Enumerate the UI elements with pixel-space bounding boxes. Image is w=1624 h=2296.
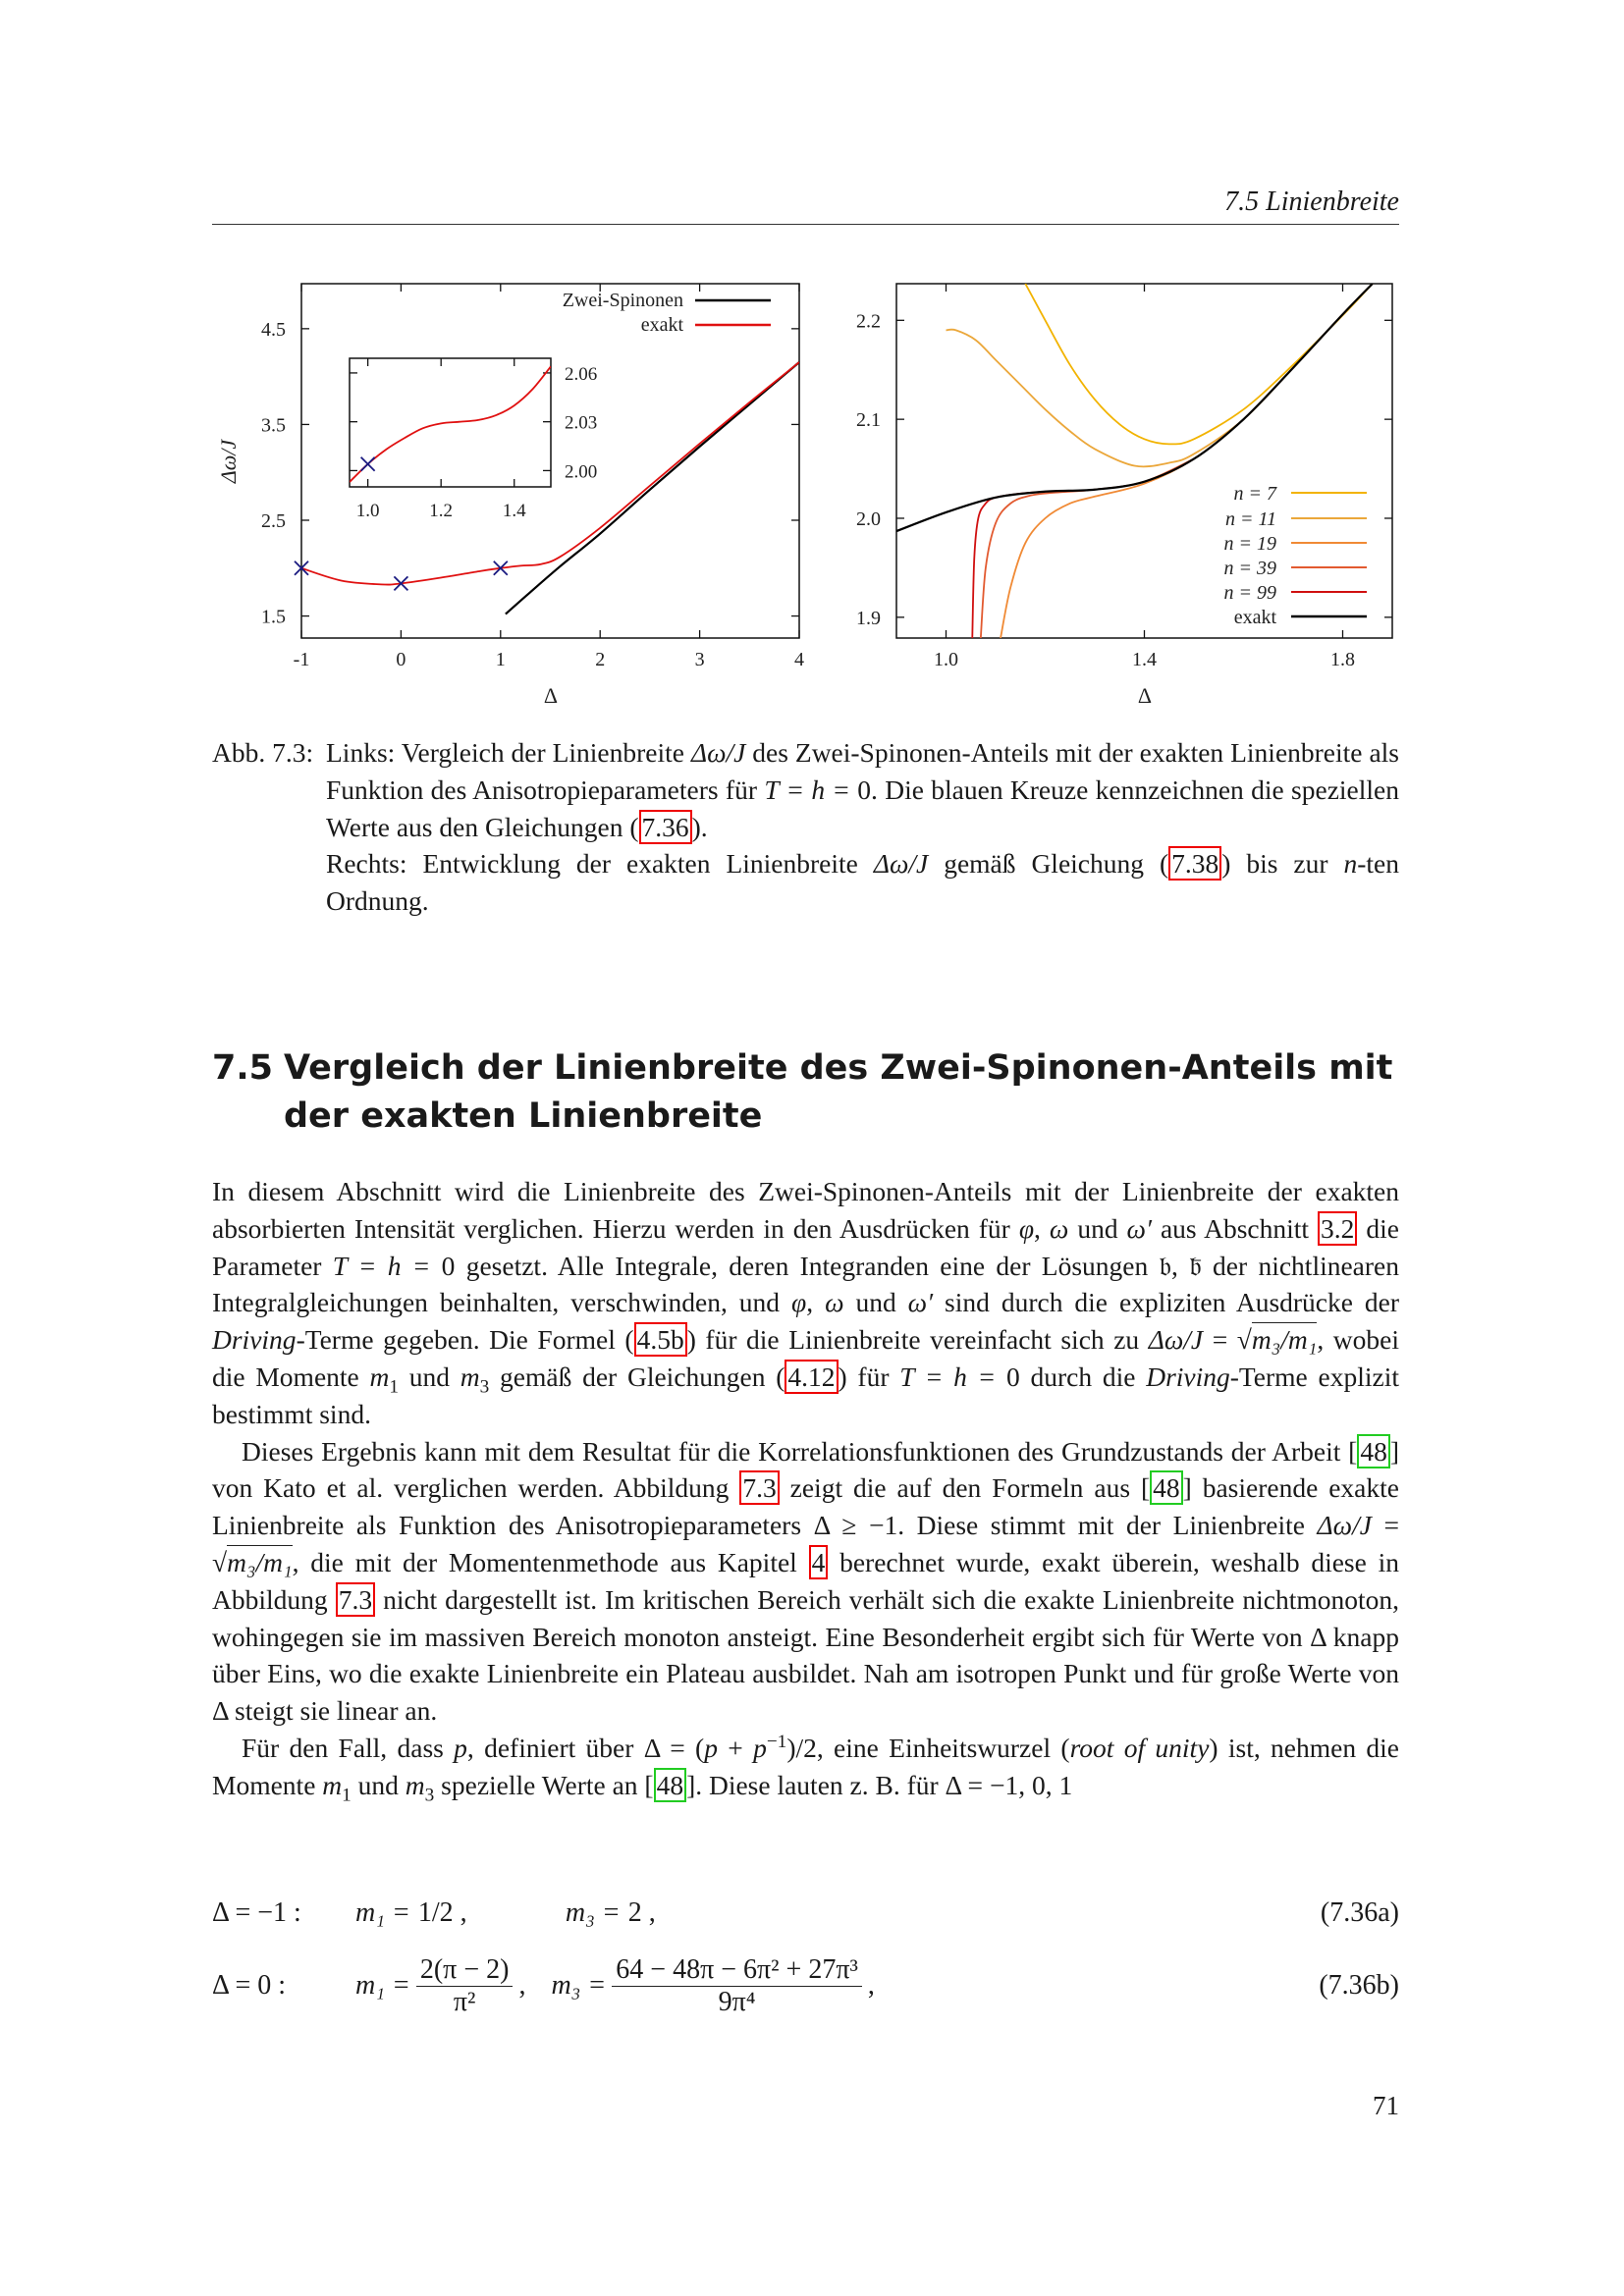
eq-m3-label: m₃ =: [551, 1970, 607, 2001]
text-run: [352, 1770, 406, 1800]
equation-number: (7.36b): [1319, 1970, 1399, 2001]
text-run: [434, 1770, 653, 1800]
left-x-tick-label: 3: [694, 649, 705, 670]
text-run: [839, 1362, 900, 1392]
run-text: Links: Vergleich der Linienbreite: [326, 737, 691, 768]
run-text: T = h =: [764, 774, 850, 805]
text-run: [687, 1324, 1149, 1355]
math-inline: [908, 1287, 933, 1317]
equation-7-36a: [212, 1880, 1399, 1947]
right-legend-label: n = 19: [1223, 533, 1276, 555]
math-inline: [1127, 1213, 1152, 1244]
right-series-exakt: [896, 284, 1373, 531]
inset-x-tick-label: 1.4: [502, 501, 526, 521]
superscript: −1: [766, 1731, 787, 1752]
run-text: 4.12: [787, 1361, 836, 1392]
run-text: Dieses Ergebnis kann mit dem Resultat für die Korrelationsfunktionen des Grundzustands der Arbeit [: [242, 1435, 1358, 1467]
text-run: [1068, 1213, 1126, 1244]
cross-reference-link[interactable]: [1168, 846, 1221, 881]
right-series-n-39: [981, 458, 1194, 638]
run-text: Δω/J: [1317, 1510, 1372, 1541]
text-run: [1221, 848, 1343, 879]
run-text: aus Abschnitt: [1151, 1212, 1319, 1244]
run-text: , die mit der Momentenmethode aus Kapitel: [292, 1546, 809, 1577]
run-text: n: [1343, 848, 1358, 880]
text-run: [843, 1287, 907, 1317]
eq-lhs: Δ = −1 :: [212, 1897, 301, 1928]
run-text: Δω/J: [690, 737, 746, 768]
math-inline: [825, 1287, 843, 1317]
subscript: 3: [479, 1376, 490, 1398]
run-text: gemäß der Gleichungen (: [489, 1361, 785, 1392]
text-run: [686, 1770, 1072, 1800]
run-text: p: [753, 1732, 767, 1763]
left-y-tick-label: 4.5: [261, 318, 286, 341]
run-text: zeigt die auf den Formeln aus [: [779, 1472, 1151, 1504]
equation-7-36b: Δ = 0 : m₁ = $\frac{2(\pi - 2)}{\text{π²}}$ , m₃ = $\frac{\text{64 − 48π − 6π² + 27π³}}{\text{9π⁴}}$ , (7.36b): [212, 1953, 1399, 2017]
equations-7-36: [212, 1880, 1399, 2025]
run-text: Δω/J: [1148, 1324, 1204, 1356]
paragraph: [212, 1730, 1399, 1804]
run-text: 4.5b: [636, 1324, 684, 1356]
run-text: ]. Diese lauten z. B. für Δ = −1, 0, 1: [686, 1769, 1073, 1800]
run-text: 0 gesetzt. Alle Integrale, deren Integranden eine der Lösungen 𝔟, 𝔟̄ der nichtlinearen Integralgleichungen beinhalten, verschwinden, und: [212, 1250, 1400, 1318]
sqrt-radicand: [227, 1545, 292, 1577]
run-text: und: [399, 1361, 460, 1392]
run-text: m: [405, 1769, 425, 1800]
run-text: die Parameter: [212, 1212, 1399, 1281]
text-run: [326, 737, 691, 768]
eq-m1-fraction: [416, 1954, 514, 2018]
math-inline: [753, 1733, 786, 1763]
run-text: , definiert über Δ = (: [466, 1732, 705, 1763]
eq-m3-fraction: [612, 1954, 862, 2018]
text-run: [806, 1287, 825, 1317]
cross-reference-link[interactable]: [336, 1582, 375, 1617]
math-inline: [1050, 1213, 1068, 1244]
run-text: berechnet wurde, exakt überein, weshalb diese in Abbildung: [212, 1546, 1399, 1615]
inset-y-tick-label: 2.00: [565, 461, 598, 483]
run-text: ω′: [907, 1287, 934, 1318]
citation-link[interactable]: [1150, 1470, 1183, 1505]
run-text: -ten Ordnung.: [326, 848, 1400, 917]
run-text: ω: [1049, 1212, 1069, 1244]
left-x-tick-label: 1: [495, 649, 506, 670]
left-x-tick-label: 4: [794, 649, 804, 670]
run-text: = √: [1203, 1324, 1252, 1356]
emphasis: [1146, 1362, 1230, 1392]
right-x-tick-label: 1.0: [934, 649, 958, 670]
right-series-n-11: [947, 284, 1373, 466]
run-text: ] von Kato et al. verglichen werden. Abbildung: [212, 1435, 1399, 1504]
right-series-n-7: [1025, 284, 1373, 444]
text-run: [326, 848, 874, 879]
caption-text: [326, 734, 1399, 920]
left-legend-label: Zwei-Spinonen: [562, 290, 683, 311]
eq-m3-value: 2 ,: [627, 1897, 656, 1928]
run-text: 7.3: [742, 1472, 777, 1504]
section-heading: [212, 1044, 1405, 1141]
run-text: In diesem Abschnitt wird die Linienbreite des Zwei-Spinonen-Anteils mit der Linienbreite der exakten absorbierten Intensität verglichen. Hierzu werden in den Ausdrücken für: [212, 1176, 1399, 1244]
math-inline: [322, 1769, 352, 1806]
right-y-tick-label: 2.1: [856, 409, 881, 432]
math-inline: [333, 1251, 431, 1281]
text-run: [780, 1472, 1150, 1503]
run-text: )/2, eine Einheitswurzel (: [786, 1732, 1070, 1763]
right-series-n-19: [1001, 284, 1373, 638]
cross-reference-link[interactable]: [739, 1470, 779, 1505]
text-run: [399, 1362, 460, 1392]
run-text: 3.2: [1321, 1212, 1355, 1244]
left-x-tick-label: 0: [396, 649, 406, 670]
denominator: π²: [453, 1986, 476, 2017]
right-y-tick-label: 1.9: [856, 607, 881, 629]
run-text: 0 durch die: [996, 1361, 1147, 1392]
text-run: [242, 1733, 454, 1763]
left-y-tick-label: 2.5: [261, 509, 286, 532]
text-run: [692, 812, 708, 842]
emphasis: [212, 1324, 297, 1355]
run-text: T = h =: [332, 1250, 431, 1281]
run-text: 7.38: [1171, 848, 1219, 880]
text-run: [467, 1733, 704, 1763]
run-text: ).: [691, 811, 708, 842]
emphasis: [1070, 1733, 1210, 1763]
run-text: ,: [806, 1287, 826, 1318]
denominator: 9π⁴: [718, 1986, 756, 2017]
run-text: Driving: [212, 1324, 297, 1356]
run-text: Rechts: Entwicklung der exakten Linienbreite: [326, 848, 874, 880]
left-x-tick-label: -1: [293, 649, 310, 670]
run-text: Δω/J: [873, 848, 929, 880]
right-legend-label: n = 39: [1223, 558, 1276, 579]
right-x-tick-label: 1.4: [1132, 649, 1157, 670]
text-run: [933, 1287, 1399, 1317]
page-number: 71: [1373, 2091, 1399, 2120]
right-legend-label: n = 7: [1233, 483, 1276, 505]
right-y-tick-label: 2.0: [856, 507, 881, 530]
run-text: m₃/m₁: [1251, 1324, 1318, 1356]
left-x-axis-label: Δ: [543, 683, 559, 708]
text-run: [489, 1362, 785, 1392]
section-title: Vergleich der Linienbreite des Zwei-Spinonen-Anteils mit der exakten Linienbreite: [284, 1048, 1393, 1136]
run-text: nicht dargestellt ist. Im kritischen Bereich verhält sich die exakte Linienbreite nichtmonoton, wohingegen sie im massiven Bereich monoton ansteigt. Eine Besonderheit ergibt sich für Werte von Δ knapp über Eins, wo die exakte Linienbreite ein Plateau ausbildet. Nah am isotropen Punkt und für große Werte von Δ steigt sie linear an.: [212, 1583, 1399, 1727]
numerator: 2(π − 2): [416, 1954, 514, 1987]
run-text: ) für die Linienbreite vereinfacht sich zu: [686, 1324, 1149, 1356]
inset-x-tick-label: 1.2: [429, 501, 454, 521]
math-inline: [1318, 1510, 1372, 1540]
cross-reference-link[interactable]: [634, 1322, 687, 1357]
run-text: und: [1068, 1212, 1127, 1244]
cross-reference-link[interactable]: [809, 1545, 829, 1579]
inset-y-tick-label: 2.06: [565, 363, 598, 385]
running-head: 7.5 Linienbreite: [1224, 187, 1399, 217]
run-text: ,: [1034, 1212, 1050, 1244]
run-text: root of unity: [1069, 1732, 1210, 1763]
run-text: φ: [791, 1287, 807, 1318]
run-text: -Terme gegeben. Die Formel (: [296, 1324, 634, 1356]
run-text: T = h =: [899, 1361, 997, 1392]
run-text: -Terme explizit bestimmt sind.: [212, 1361, 1399, 1429]
text-run: [242, 1436, 1357, 1467]
math-inline: [691, 737, 745, 768]
run-text: , wobei die Momente: [212, 1324, 1399, 1392]
text-run: [1152, 1213, 1318, 1244]
run-text: Driving: [1146, 1361, 1230, 1392]
run-text: sind durch die expliziten Ausdrücke der: [933, 1287, 1400, 1318]
math-inline: [899, 1362, 996, 1392]
run-text: ) bis zur: [1221, 848, 1344, 880]
eq-m1-label: m₁ =: [355, 1970, 410, 2001]
cross-reference-link[interactable]: [639, 810, 692, 844]
right-y-tick-label: 2.2: [856, 310, 881, 333]
run-text: spezielle Werte an [: [434, 1769, 654, 1800]
run-text: m: [369, 1361, 390, 1392]
sqrt-radicand: [1252, 1322, 1317, 1355]
math-inline: [704, 1733, 718, 1763]
math-inline: [1344, 848, 1358, 879]
run-text: 48: [1153, 1472, 1180, 1504]
eq-m1-value: 1/2 ,: [417, 1897, 467, 1928]
numerator: 64 − 48π − 6π² + 27π³: [612, 1954, 862, 1987]
math-inline: [454, 1733, 467, 1763]
subscript: 1: [389, 1376, 400, 1398]
eq-lhs: Δ = 0 :: [212, 1970, 287, 2001]
run-text: und: [843, 1287, 908, 1318]
run-text: φ: [1018, 1212, 1035, 1244]
text-run: [297, 1324, 634, 1355]
math-inline: [764, 774, 850, 805]
run-text: 4: [811, 1546, 826, 1577]
run-text: ] basierende exakte Linienbreite als Funktion des Anisotropieparameters Δ ≥ −1. Diese stimmt mit der Linienbreite: [212, 1472, 1399, 1541]
caption-label: Abb. 7.3:: [212, 737, 314, 768]
run-text: des Zwei-Spinonen-Anteils mit der exakten Linienbreite als Funktion des Anisotropieparameters für: [326, 737, 1399, 805]
text-run: [996, 1362, 1146, 1392]
right-legend-label: n = 99: [1223, 582, 1276, 604]
run-text: ω: [825, 1287, 844, 1318]
run-text: m: [322, 1769, 343, 1800]
math-inline: [1019, 1213, 1034, 1244]
run-text: 48: [656, 1769, 684, 1800]
run-text: ω′: [1126, 1212, 1152, 1244]
left-y-tick-label: 3.5: [261, 414, 286, 437]
run-text: = √: [212, 1510, 1399, 1577]
run-text: p: [704, 1732, 718, 1763]
citation-link[interactable]: [654, 1768, 687, 1802]
math-inline: [405, 1769, 435, 1806]
math-inline: [791, 1287, 806, 1317]
section-number: 7.5: [212, 1048, 274, 1088]
run-text: ) für: [838, 1361, 900, 1392]
text-run: [786, 1733, 1069, 1763]
math-inline: [1149, 1324, 1203, 1355]
run-text: +: [717, 1732, 754, 1763]
math-inline: [874, 848, 928, 879]
eq-m1-label: m₁ =: [355, 1897, 410, 1928]
run-text: 48: [1360, 1435, 1387, 1467]
run-text: 7.36: [641, 811, 689, 842]
run-text: 7.3: [338, 1583, 373, 1615]
subscript: 1: [342, 1785, 352, 1806]
body-text: [212, 1173, 1399, 1804]
left-legend-label: exakt: [640, 314, 683, 336]
run-text: und: [351, 1769, 406, 1800]
text-run: [718, 1733, 753, 1763]
run-text: p: [454, 1732, 467, 1763]
paragraph: [212, 1173, 1399, 1433]
run-text: m₃/m₁: [227, 1546, 293, 1577]
left-y-axis-label: Δω/J: [216, 439, 241, 484]
text-run: [1203, 1324, 1252, 1355]
text-run: [928, 848, 1168, 879]
cross-reference-link[interactable]: [785, 1360, 838, 1394]
inset-x-tick-label: 1.0: [355, 501, 380, 521]
run-text: gemäß Gleichung (: [928, 848, 1169, 880]
right-x-axis-label: Δ: [1137, 683, 1153, 708]
run-text: Für den Fall, dass: [242, 1732, 455, 1763]
equation-number: (7.36a): [1320, 1897, 1399, 1928]
right-x-tick-label: 1.8: [1330, 649, 1355, 670]
left-y-tick-label: 1.5: [261, 606, 286, 628]
math-inline: [369, 1361, 400, 1398]
paragraph: [212, 1433, 1399, 1730]
text-run: [212, 1584, 1399, 1726]
right-legend-label: n = 11: [1224, 508, 1276, 530]
left-x-tick-label: 2: [595, 649, 606, 670]
text-run: [293, 1547, 809, 1577]
inset-y-tick-label: 2.03: [565, 412, 598, 434]
figure-caption: [212, 734, 1399, 920]
citation-link[interactable]: [1357, 1434, 1390, 1468]
right-series-n-99: [972, 492, 1045, 638]
run-text: m: [460, 1361, 480, 1392]
run-text: 0. Die blauen Kreuze kennzeichnen die speziellen Werte aus den Gleichungen (: [326, 774, 1399, 842]
math-inline: [460, 1361, 490, 1398]
eq-m3-label: m₃ =: [565, 1897, 621, 1928]
text-run: [1034, 1213, 1050, 1244]
subscript: 3: [424, 1785, 435, 1806]
cross-reference-link[interactable]: [1318, 1211, 1357, 1246]
figure-7-3: [0, 0, 1624, 726]
right-legend-label: exakt: [1233, 607, 1276, 628]
run-text: ) ist, nehmen die Momente: [212, 1732, 1399, 1800]
